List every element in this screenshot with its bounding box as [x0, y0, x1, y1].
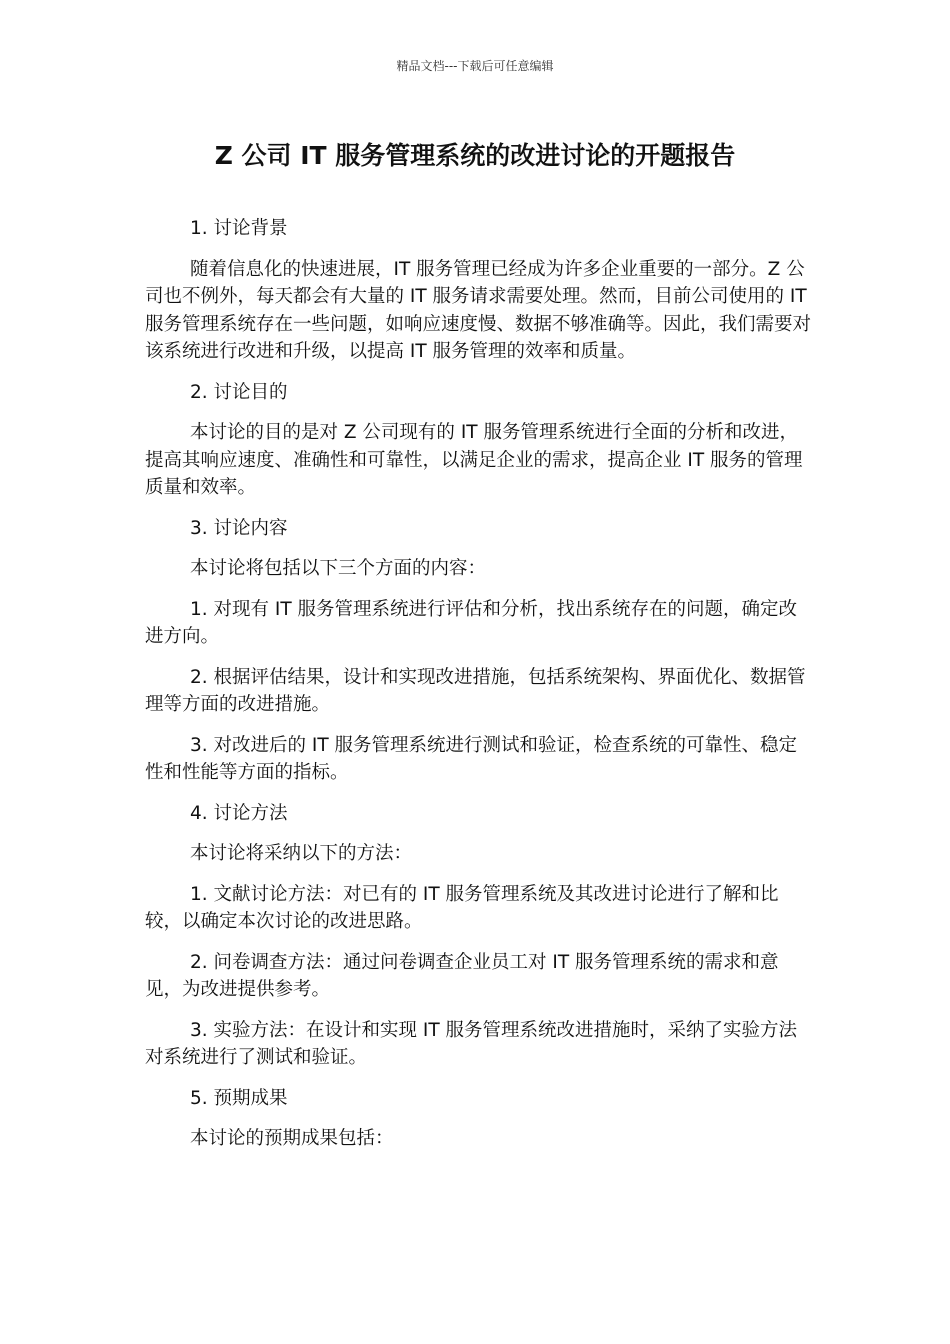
list-item-method-3: 3. 实验方法：在设计和实现 IT 服务管理系统改进措施时，采纳了实验方法对系统进行了测试和验证。	[145, 1019, 798, 1068]
section-heading-method: 4. 讨论方法	[190, 802, 288, 824]
paragraph-content-intro: 本讨论将包括以下三个方面的内容：	[190, 558, 487, 579]
document-body	[145, 215, 813, 1166]
list-item-content-2: 2. 根据评估结果，设计和实现改进措施，包括系统架构、界面优化、数据管理等方面的改进措施。	[145, 666, 806, 715]
section-heading-content: 3. 讨论内容	[190, 517, 288, 539]
list-item-content-1: 1. 对现有 IT 服务管理系统进行评估和分析，找出系统存在的问题，确定改进方向。	[145, 598, 798, 647]
section-heading-background: 1. 讨论背景	[190, 218, 288, 239]
section-heading-results: 5. 预期成果	[190, 1087, 288, 1109]
list-item-method-2: 2. 问卷调查方法：通过问卷调查企业员工对 IT 服务管理系统的需求和意见，为改进提供参考。	[145, 951, 779, 1000]
list-item-method-1: 1. 文献讨论方法：对已有的 IT 服务管理系统及其改进讨论进行了解和比较，以确定本次讨论的改进思路。	[145, 883, 779, 932]
list-item-content-3: 3. 对改进后的 IT 服务管理系统进行测试和验证，检查系统的可靠性、稳定性和性能等方面的指标。	[145, 734, 798, 783]
paragraph-background: 随着信息化的快速进展，IT 服务管理已经成为许多企业重要的一部分。Z 公司也不例外，每天都会有大量的 IT 服务请求需要处理。然而，目前公司使用的 IT 服务管理系统存在一些问题，如响应速度慢、数据不够准确等。因此，我们需要对该系统进行改进和升级，以提高 IT 服务管理的效率和质量。	[145, 258, 812, 362]
document-title: Z 公司 IT 服务管理系统的改进讨论的开题报告	[214, 141, 736, 170]
section-heading-purpose: 2. 讨论目的	[190, 381, 288, 403]
header-note: 精品文档---下载后可任意编辑	[396, 59, 554, 73]
paragraph-method-intro: 本讨论将采纳以下的方法：	[190, 843, 413, 864]
paragraph-results-intro: 本讨论的预期成果包括：	[190, 1128, 394, 1149]
paragraph-purpose: 本讨论的目的是对 Z 公司现有的 IT 服务管理系统进行全面的分析和改进，提高其响应速度、准确性和可靠性，以满足企业的需求，提高企业 IT 服务的管理质量和效率。	[145, 422, 803, 498]
